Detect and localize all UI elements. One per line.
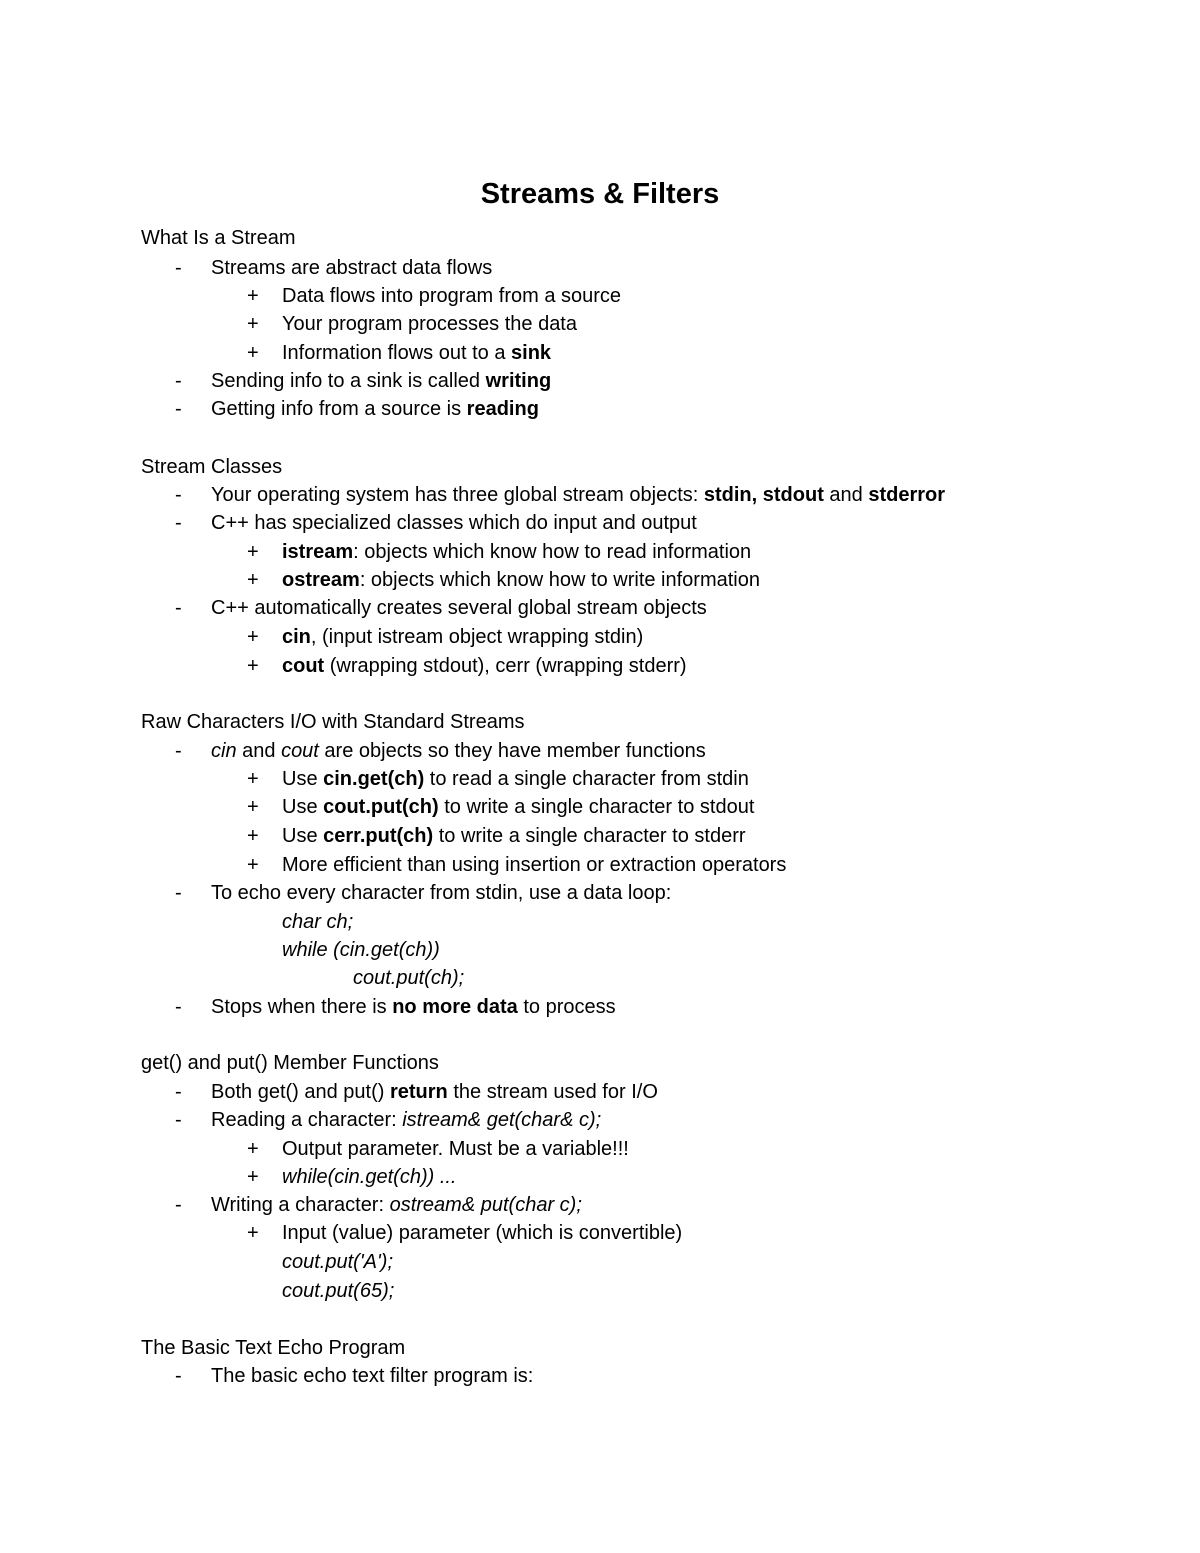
plus-bullet: + [247, 1166, 259, 1188]
text: Stops when there is [211, 996, 393, 1018]
plus-bullet: + [247, 313, 259, 335]
italic-term: cin [211, 740, 237, 762]
text: to write a single character to stderr [433, 825, 746, 847]
code-line: cout.put('A'); [282, 1251, 394, 1273]
text: Reading a character: [211, 1109, 403, 1131]
list-item: Input (value) parameter (which is convertible) [282, 1222, 683, 1244]
dash-bullet: - [175, 484, 182, 506]
text: to process [517, 996, 616, 1018]
page-title: Streams & Filters [480, 178, 720, 210]
list-item [211, 369, 551, 393]
dash-bullet: - [175, 512, 182, 534]
plus-bullet: + [247, 796, 259, 818]
list-item [282, 540, 751, 564]
section-heading: The Basic Text Echo Program [141, 1337, 406, 1359]
list-item [282, 568, 760, 592]
list-item: To echo every character from stdin, use a data loop: [211, 882, 672, 904]
bold-term: return [389, 1081, 448, 1103]
section-heading: Raw Characters I/O with Standard Streams [141, 711, 525, 733]
code-line: cout.put(65); [282, 1280, 395, 1302]
list-item: Streams are abstract data flows [211, 257, 493, 279]
list-item [211, 397, 539, 421]
bold-term: stderror [868, 484, 946, 506]
plus-bullet: + [247, 655, 259, 677]
italic-term: cout [281, 740, 319, 762]
code-line: char ch; [282, 911, 354, 933]
text: Both get() and put() [211, 1081, 390, 1103]
plus-bullet: + [247, 768, 259, 790]
text: Use [282, 768, 324, 790]
text: Use [282, 825, 324, 847]
text: to read a single character from stdin [424, 768, 749, 790]
list-item [211, 1108, 601, 1132]
list-item: Data flows into program from a source [282, 285, 622, 307]
dash-bullet: - [175, 398, 182, 420]
list-item [211, 995, 616, 1019]
plus-bullet: + [247, 285, 259, 307]
list-item [211, 739, 706, 763]
italic-term: ostream& put(char c); [389, 1194, 582, 1216]
text: Use [282, 796, 324, 818]
section-heading: get() and put() Member Functions [141, 1052, 439, 1074]
list-item: while(cin.get(ch)) ... [282, 1166, 457, 1188]
plus-bullet: + [247, 342, 259, 364]
dash-bullet: - [175, 882, 182, 904]
list-item [211, 1193, 582, 1217]
dash-bullet: - [175, 1194, 182, 1216]
plus-bullet: + [247, 1138, 259, 1160]
text: : objects which know how to write information [359, 569, 760, 591]
list-item: More efficient than using insertion or extraction operators [282, 854, 787, 876]
list-item [282, 824, 746, 848]
plus-bullet: + [247, 825, 259, 847]
list-item: Your program processes the data [282, 313, 577, 335]
dash-bullet: - [175, 597, 182, 619]
plus-bullet: + [247, 626, 259, 648]
text: : objects which know how to read information [353, 541, 752, 563]
dash-bullet: - [175, 370, 182, 392]
code-line: while (cin.get(ch)) [282, 939, 440, 961]
text: Getting info from a source is [211, 398, 467, 420]
text: are objects so they have member functions [318, 740, 706, 762]
bold-term: cerr.put(ch) [323, 825, 434, 847]
list-item [282, 795, 754, 819]
list-item [211, 483, 945, 507]
dash-bullet: - [175, 1081, 182, 1103]
section-heading: Stream Classes [141, 456, 283, 478]
bold-term: no more data [392, 996, 518, 1018]
bold-term: cin [282, 626, 311, 648]
list-item [282, 767, 749, 791]
bold-term: reading [466, 398, 539, 420]
bold-term: stdin, stdout [703, 484, 824, 506]
italic-term: istream& get(char& c); [402, 1109, 602, 1131]
section-heading: What Is a Stream [141, 227, 296, 249]
bold-term: ostream [282, 569, 360, 591]
text: and [236, 740, 282, 762]
list-item: C++ has specialized classes which do input and output [211, 512, 697, 534]
text: and [823, 484, 869, 506]
list-item [282, 341, 551, 365]
plus-bullet: + [247, 1222, 259, 1244]
dash-bullet: - [175, 1365, 182, 1387]
dash-bullet: - [175, 257, 182, 279]
dash-bullet: - [175, 996, 182, 1018]
dash-bullet: - [175, 1109, 182, 1131]
bold-term: cout.put(ch) [323, 796, 439, 818]
list-item: Output parameter. Must be a variable!!! [282, 1138, 629, 1160]
text: Writing a character: [211, 1194, 390, 1216]
text: , (input istream object wrapping stdin) [310, 626, 644, 648]
list-item [211, 1080, 658, 1104]
bold-term: istream [282, 541, 354, 563]
list-item [282, 625, 643, 649]
text: (wrapping stdout), cerr (wrapping stderr) [324, 655, 687, 677]
text: Sending info to a sink is called [211, 370, 486, 392]
plus-bullet: + [247, 854, 259, 876]
bold-term: cout [282, 655, 325, 677]
dash-bullet: - [175, 740, 182, 762]
text: to write a single character to stdout [438, 796, 755, 818]
bold-term: writing [485, 370, 552, 392]
code-line: cout.put(ch); [353, 967, 465, 989]
plus-bullet: + [247, 569, 259, 591]
bold-term: sink [511, 342, 552, 364]
text: Information flows out to a [282, 342, 512, 364]
list-item: The basic echo text filter program is: [211, 1365, 534, 1387]
plus-bullet: + [247, 541, 259, 563]
bold-term: cin.get(ch) [323, 768, 425, 790]
text: Your operating system has three global stream objects: [211, 484, 704, 506]
list-item [282, 654, 687, 678]
text: the stream used for I/O [447, 1081, 658, 1103]
list-item: C++ automatically creates several global stream objects [211, 597, 707, 619]
